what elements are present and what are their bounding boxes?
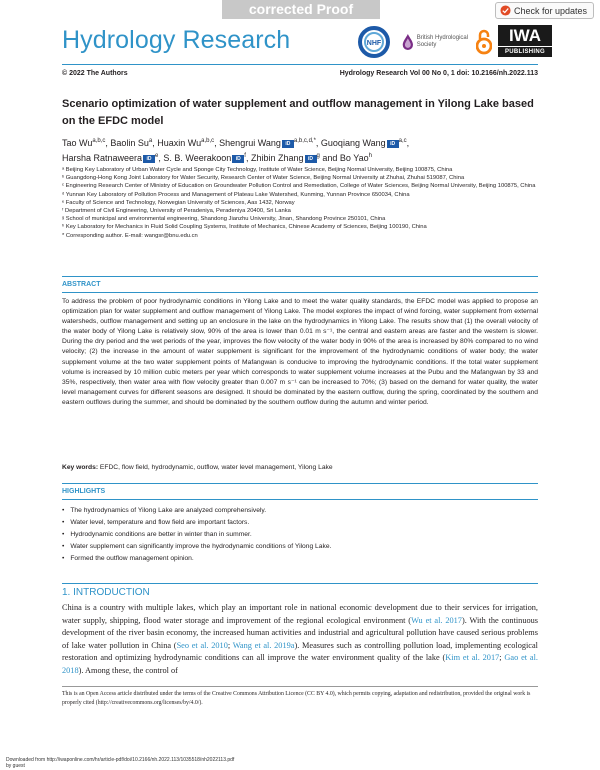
author-separator: , <box>245 153 251 163</box>
author-separator: , <box>158 153 164 163</box>
author-separator: , <box>105 138 111 148</box>
affiliation-item: ᵃ Beijing Key Laboratory of Urban Water Cycle and Sponge City Technology, Institute of Water Science, Beijing Normal University, Beijing 100875, China <box>62 167 453 173</box>
highlights-list <box>62 505 538 565</box>
author-line-2 <box>62 151 542 166</box>
author-affiliation-marker: a <box>148 138 153 144</box>
intro-heading: 1. INTRODUCTION <box>62 587 150 598</box>
author-affiliation-marker: h <box>368 153 372 159</box>
highlights-divider-top <box>62 483 538 484</box>
bhs-drop-icon <box>402 30 414 54</box>
keywords-value: EFDC, flow field, hydrodynamic, outflow, water level management, Yilong Lake <box>99 464 333 471</box>
author-separator: , <box>214 138 220 148</box>
download-stamp: Downloaded from http://iwaponline.com/hr/article-pdf/doi/10.2166/nh.2022.113/1035518/nh2022113.pdf by guest <box>6 757 235 769</box>
highlights-heading: HIGHLIGHTS <box>62 488 106 495</box>
publisher-logos <box>358 24 552 60</box>
iwa-logo-mark: IWA <box>498 25 552 46</box>
affiliation-item: ᵈ Yunnan Key Laboratory of Pollution Process and Management of Plateau Lake Watershed, Kunming, Yunnan Province 650034, China <box>62 191 410 198</box>
author-separator: and <box>319 153 340 163</box>
intro-text <box>62 602 538 677</box>
iwa-publishing-logo <box>498 25 552 59</box>
author-name[interactable]: S. B. Weerakoon <box>163 153 232 163</box>
author-line-1 <box>62 136 542 151</box>
author-affiliation-marker: g <box>316 153 320 159</box>
author-name[interactable]: Baolin Su <box>110 138 149 148</box>
intro-segment: ). Among these, the control of <box>78 665 178 675</box>
journal-title: Hydrology Research <box>62 26 291 54</box>
article-title: Scenario optimization of water supplement and outflow management in Yilong Lake based on the EFDC model <box>62 98 534 127</box>
author-name[interactable]: Zhibin Zhang <box>250 153 304 163</box>
intro-segment: ). With the continuous development of the river basin economy, the increased human activities and industrial and agricultural pollution have caused serious problems of lake water pollution in China ( <box>62 615 539 650</box>
abstract-divider-bottom <box>62 292 538 293</box>
intro-segment: ). Measures such as controlling pollution load, implementing ecological restoration and optimizing hydrodynamic conditions can all improve the water environment quality of the lake ( <box>62 640 538 662</box>
author-separator: , <box>152 138 158 148</box>
orcid-icon[interactable]: iD <box>143 155 155 163</box>
abstract-divider-top <box>62 276 538 277</box>
highlight-item: • The hydrodynamics of Yilong Lake are analyzed comprehensively. <box>62 505 538 517</box>
header-divider <box>62 64 538 65</box>
affiliation-item: ᵇ Guangdong-Hong Kong Joint Laboratory for Water Security, Research Center of Water Science, Beijing Normal University at Zhuhai, Zhuhai 519087, China <box>62 175 465 182</box>
citation: Hydrology Research Vol 00 No 0, 1 doi: 10.2166/nh.2022.113 <box>339 70 538 77</box>
highlight-item: • Formed the outflow management opinion. <box>62 553 538 565</box>
author-separator: , <box>406 138 410 148</box>
intro-divider <box>62 583 538 584</box>
highlight-item: • Hydrodynamic conditions are better in winter than in summer. <box>62 529 538 541</box>
orcid-icon[interactable]: iD <box>232 155 244 163</box>
author-name[interactable]: Bo Yao <box>339 153 369 163</box>
citation-link-gao-2018[interactable]: Gao et al. 2018 <box>62 653 538 675</box>
nhf-logo-text: NHF <box>366 40 382 47</box>
author-affiliation-marker: a,b,c <box>201 138 215 144</box>
nhf-logo <box>358 26 396 58</box>
keywords <box>62 464 538 471</box>
abstract-heading: ABSTRACT <box>62 281 101 288</box>
license-notice: This is an Open Access article distributed under the terms of the Creative Commons Attribution Licence (CC BY 4.0), which permits copying, adaptation and redistribution, provided the original work is properly cited (http://creativecommons.org/licenses/by/4.0/). <box>62 691 531 706</box>
bhs-logo <box>402 26 470 58</box>
author-name[interactable]: Shengrui Wang <box>219 138 281 148</box>
author-affiliation-marker: e <box>155 153 159 159</box>
intro-segment: ; <box>499 653 505 662</box>
check-updates-icon <box>500 5 511 16</box>
keywords-label: Key words: <box>62 464 99 471</box>
intro-segment: China is a country with multiple lakes, which play an important role in national economic development due to their services for irrigation, water supply, shipping, flood water storage and improvement of the regional ecological environment ( <box>62 603 538 625</box>
affiliation-item: ᵍ School of municipal and environmental engineering, Shandong Jianzhu University, Jinan, Shandong Province 250101, China <box>62 216 386 223</box>
author-affiliation-marker: a,b,c <box>92 138 106 144</box>
citation-link-seo-2010[interactable]: Seo et al. 2010 <box>176 640 228 650</box>
author-separator: , <box>315 138 321 148</box>
footer-divider <box>62 686 538 687</box>
affiliations <box>62 166 540 240</box>
highlight-item: • Water supplement can significantly improve the hydrodynamic conditions of Yilong Lake. <box>62 541 538 553</box>
affiliation-item: ᶠ Department of Civil Engineering, University of Peradeniya, Peradeniya 20400, Sri Lanka <box>62 208 291 215</box>
highlight-item: • Water level, temperature and flow field are important factors. <box>62 517 538 529</box>
intro-segment: ; <box>227 640 233 650</box>
copyright: © 2022 The Authors <box>62 70 128 77</box>
bhs-logo-text: British Hydrological Society <box>416 35 469 48</box>
author-name[interactable]: Huaxin Wu <box>157 138 202 148</box>
author-list <box>62 136 542 166</box>
author-name[interactable]: Guoqiang Wang <box>320 138 386 148</box>
orcid-icon[interactable]: iD <box>387 140 399 148</box>
affiliation-item: ʰ Key Laboratory for Mechanics in Fluid Solid Coupling Systems, Institute of Mechanics, Chinese Academy of Sciences, Beijing 100190, China <box>62 224 427 231</box>
author-name[interactable]: Tao Wu <box>62 138 93 148</box>
check-updates-label: Check for updates <box>513 5 587 16</box>
orcid-icon[interactable]: iD <box>282 140 294 148</box>
citation-link-wang-2019a[interactable]: Wang et al. 2019a <box>232 640 295 650</box>
author-name[interactable]: Harsha Ratnaweera <box>62 153 143 163</box>
citation-link-wu-2017[interactable]: Wu et al. 2017 <box>411 615 462 625</box>
abstract-text: To address the problem of poor hydrodynamic conditions in Yilong Lake and to meet the water quality standards, the EFDC model was applied to propose an optimization plan for water supplement and outflow management of Yilong Lake. The model explores the impact of wind forcing, water supplement from external watersheds, outflow management and setting up an enclosure in the lake on the hydrodynamics in Yilong Lake. The results show that (1) the overall velocity of the water body of Yilong Lake is relatively slow, 90% of the area is lower than 0.01 m s⁻¹, the central and eastern areas are faster and the western is slower. During the dry period and the wet periods of the year, improves the flow velocity of the water body in 90% of the area is increased by 80% compared to no wind velocity; (2) the increase in the amount of water supplement is significant for the improvement of the hydrodynamic conditions of water body; the water supplement volume at the two water supplement points of Mafangwan is conducive to improving the hydrodynamic conditions. If the total water supplement volume is increased by 10 million cubic meters per year which corresponds to water supplement volume increases at the Pubu and the Mafangwan by 33 and 35%, respectively, then water area with flow velocity greater than 0.007 m s⁻¹ can be increased to 70%; (3) based on the demand for water quality, the water level management curves for different seasons are designed. It should be dominated by the eastern outflow, during the spring, coordinated by the southern and eastern outflows during the summer, and should be dominated by the southern outflow during the autumn and winter period. <box>62 298 538 406</box>
citation-link-kim-2017[interactable]: Kim et al. 2017 <box>445 653 500 662</box>
affiliation-item: ᶜ Engineering Research Center of Ministry of Education on Groundwater Pollution Control and Remediation, College of Water Sciences, Beijing Normal University, Beijing 100875, China <box>62 183 536 190</box>
author-affiliation-marker: a,c <box>398 138 407 144</box>
affiliation-item: * Corresponding author. E-mail: wangsr@bnu.edu.cn <box>62 232 198 239</box>
open-access-icon <box>476 29 492 55</box>
iwa-logo-publishing: PUBLISHING <box>498 47 552 57</box>
corrected-proof-banner: corrected Proof <box>222 0 380 19</box>
affiliation-item: ᵉ Faculty of Science and Technology, Norwegian University of Sciences, Aas 1432, Norway <box>62 199 295 206</box>
orcid-icon[interactable]: iD <box>305 155 317 163</box>
author-affiliation-marker: a,b,c,d,* <box>293 138 316 144</box>
highlights-divider-bottom <box>62 499 538 500</box>
author-affiliation-marker: f <box>244 153 246 159</box>
check-for-updates-button[interactable] <box>495 2 594 19</box>
